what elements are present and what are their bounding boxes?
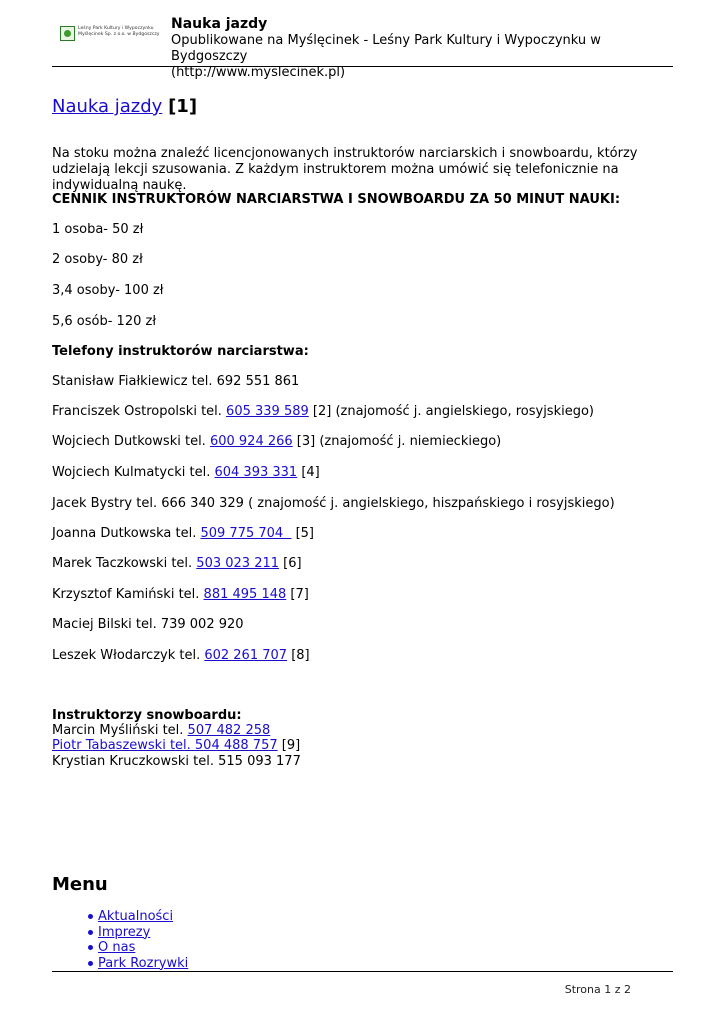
logo-text-line-2: Myślęcinek Sp. z o.o. w Bydgoszczy (78, 31, 160, 37)
instructor-line (52, 556, 302, 572)
instructor-text: Maciej Bilski tel. 739 002 920 (52, 617, 244, 632)
intro-paragraph: Na stoku można znaleźć licencjonowanych instruktorów narciarskich i snowboardu, którzy udzielają lekcji szusowania. Z każdym instruktorem można umówić się telefonicznie na indywidualną naukę. (52, 146, 638, 193)
page-title-link[interactable]: Nauka jazdy (52, 96, 163, 117)
instructor-text: Joanna Dutkowska tel. (52, 526, 201, 541)
snowboard-instructor-line (52, 754, 301, 770)
page-number: Strona 1 z 2 (564, 983, 631, 996)
price-item: 1 osoba- 50 zł (52, 222, 144, 237)
snowboard-heading: Instruktorzy snowboardu: (52, 708, 242, 723)
instructor-line (52, 434, 501, 450)
instructor-link[interactable]: Piotr Tabaszewski tel. 504 488 757 (52, 738, 278, 753)
footer-divider (52, 971, 673, 972)
phone-link[interactable]: 605 339 589 (226, 404, 309, 419)
instructor-text: Wojciech Dutkowski tel. (52, 434, 210, 449)
instructor-note: [8] (287, 648, 310, 663)
ski-instructors-heading: Telefony instruktorów narciarstwa: (52, 344, 309, 359)
instructor-note: [4] (297, 465, 320, 480)
instructor-line (52, 526, 314, 542)
instructor-note: [3] (znajomość j. niemieckiego) (292, 434, 502, 449)
menu-item (52, 956, 188, 972)
phone-link[interactable]: 881 495 148 (203, 587, 287, 602)
instructor-note: [5] (291, 526, 314, 541)
instructor-text: Marcin Myśliński tel. (52, 723, 188, 738)
instructor-text: Jacek Bystry tel. 666 340 329 ( znajomość j. angielskiego, hiszpańskiego i rosyjskiego) (52, 496, 615, 511)
price-item: 2 osoby- 80 zł (52, 252, 143, 267)
page-header (52, 14, 673, 80)
menu-link-aktualnosci[interactable]: Aktualności (98, 909, 174, 924)
instructor-text: Stanisław Fiałkiewicz tel. 692 551 861 (52, 374, 300, 389)
logo-icon (60, 26, 75, 41)
instructor-line (52, 374, 299, 390)
instructor-text: Marek Taczkowski tel. (52, 556, 197, 571)
menu-item (52, 909, 188, 925)
menu-link-o-nas[interactable]: O nas (98, 940, 136, 955)
instructor-text: Franciszek Ostropolski tel. (52, 404, 227, 419)
snowboard-instructor-line (52, 738, 300, 754)
menu-link-park-rozrywki[interactable]: Park Rozrywki (98, 955, 189, 971)
menu-link-imprezy[interactable]: Imprezy (98, 924, 151, 940)
header-subtitle: Opublikowane na Myślęcinek - Leśny Park Kultury i Wypoczynku w Bydgoszczy (171, 33, 601, 64)
logo-text-line-1: Leśny Park Kultury i Wypoczynku (78, 26, 154, 31)
page-title (52, 96, 197, 118)
instructor-note: [7] (286, 587, 309, 602)
logo-text (78, 26, 160, 37)
instructor-line (52, 496, 615, 512)
header-title: Nauka jazdy (171, 16, 268, 32)
instructor-line (52, 404, 594, 420)
instructor-text: Wojciech Kulmatycki tel. (52, 465, 215, 480)
instructor-note: [9] (277, 738, 301, 753)
site-logo (60, 26, 160, 44)
header-url: (http://www.myslecinek.pl) (171, 65, 346, 80)
instructor-note: [6] (279, 556, 302, 571)
instructor-line (52, 465, 320, 481)
phone-link[interactable]: 600 924 266 (209, 434, 293, 449)
menu-list (52, 909, 188, 971)
price-heading: CENNIK INSTRUKTORÓW NARCIARSTWA I SNOWBOARDU ZA 50 MINUT NAUKI: (52, 192, 621, 207)
snowboard-instructor-line (52, 723, 270, 739)
instructor-line (52, 648, 310, 664)
menu-item (52, 925, 188, 941)
price-item: 3,4 osoby- 100 zł (52, 283, 164, 298)
menu-heading: Menu (52, 874, 108, 895)
phone-link[interactable]: 509 775 704 (200, 526, 292, 541)
instructor-text: Leszek Włodarczyk tel. (52, 648, 205, 663)
menu-item (52, 940, 188, 956)
instructor-text: Krzysztof Kamiński tel. (52, 587, 204, 602)
price-item: 5,6 osób- 120 zł (52, 314, 157, 329)
instructor-text: Krystian Kruczkowski tel. 515 093 177 (52, 754, 301, 769)
phone-link[interactable]: 604 393 331 (214, 465, 298, 480)
phone-link[interactable]: 503 023 211 (196, 556, 280, 571)
phone-link[interactable]: 507 482 258 (187, 723, 271, 738)
page-title-ref: [1] (168, 96, 198, 117)
phone-link[interactable]: 602 261 707 (204, 648, 288, 663)
instructor-line (52, 587, 309, 603)
instructor-note: [2] (znajomość j. angielskiego, rosyjskiego) (308, 404, 594, 419)
instructor-line (52, 617, 244, 633)
